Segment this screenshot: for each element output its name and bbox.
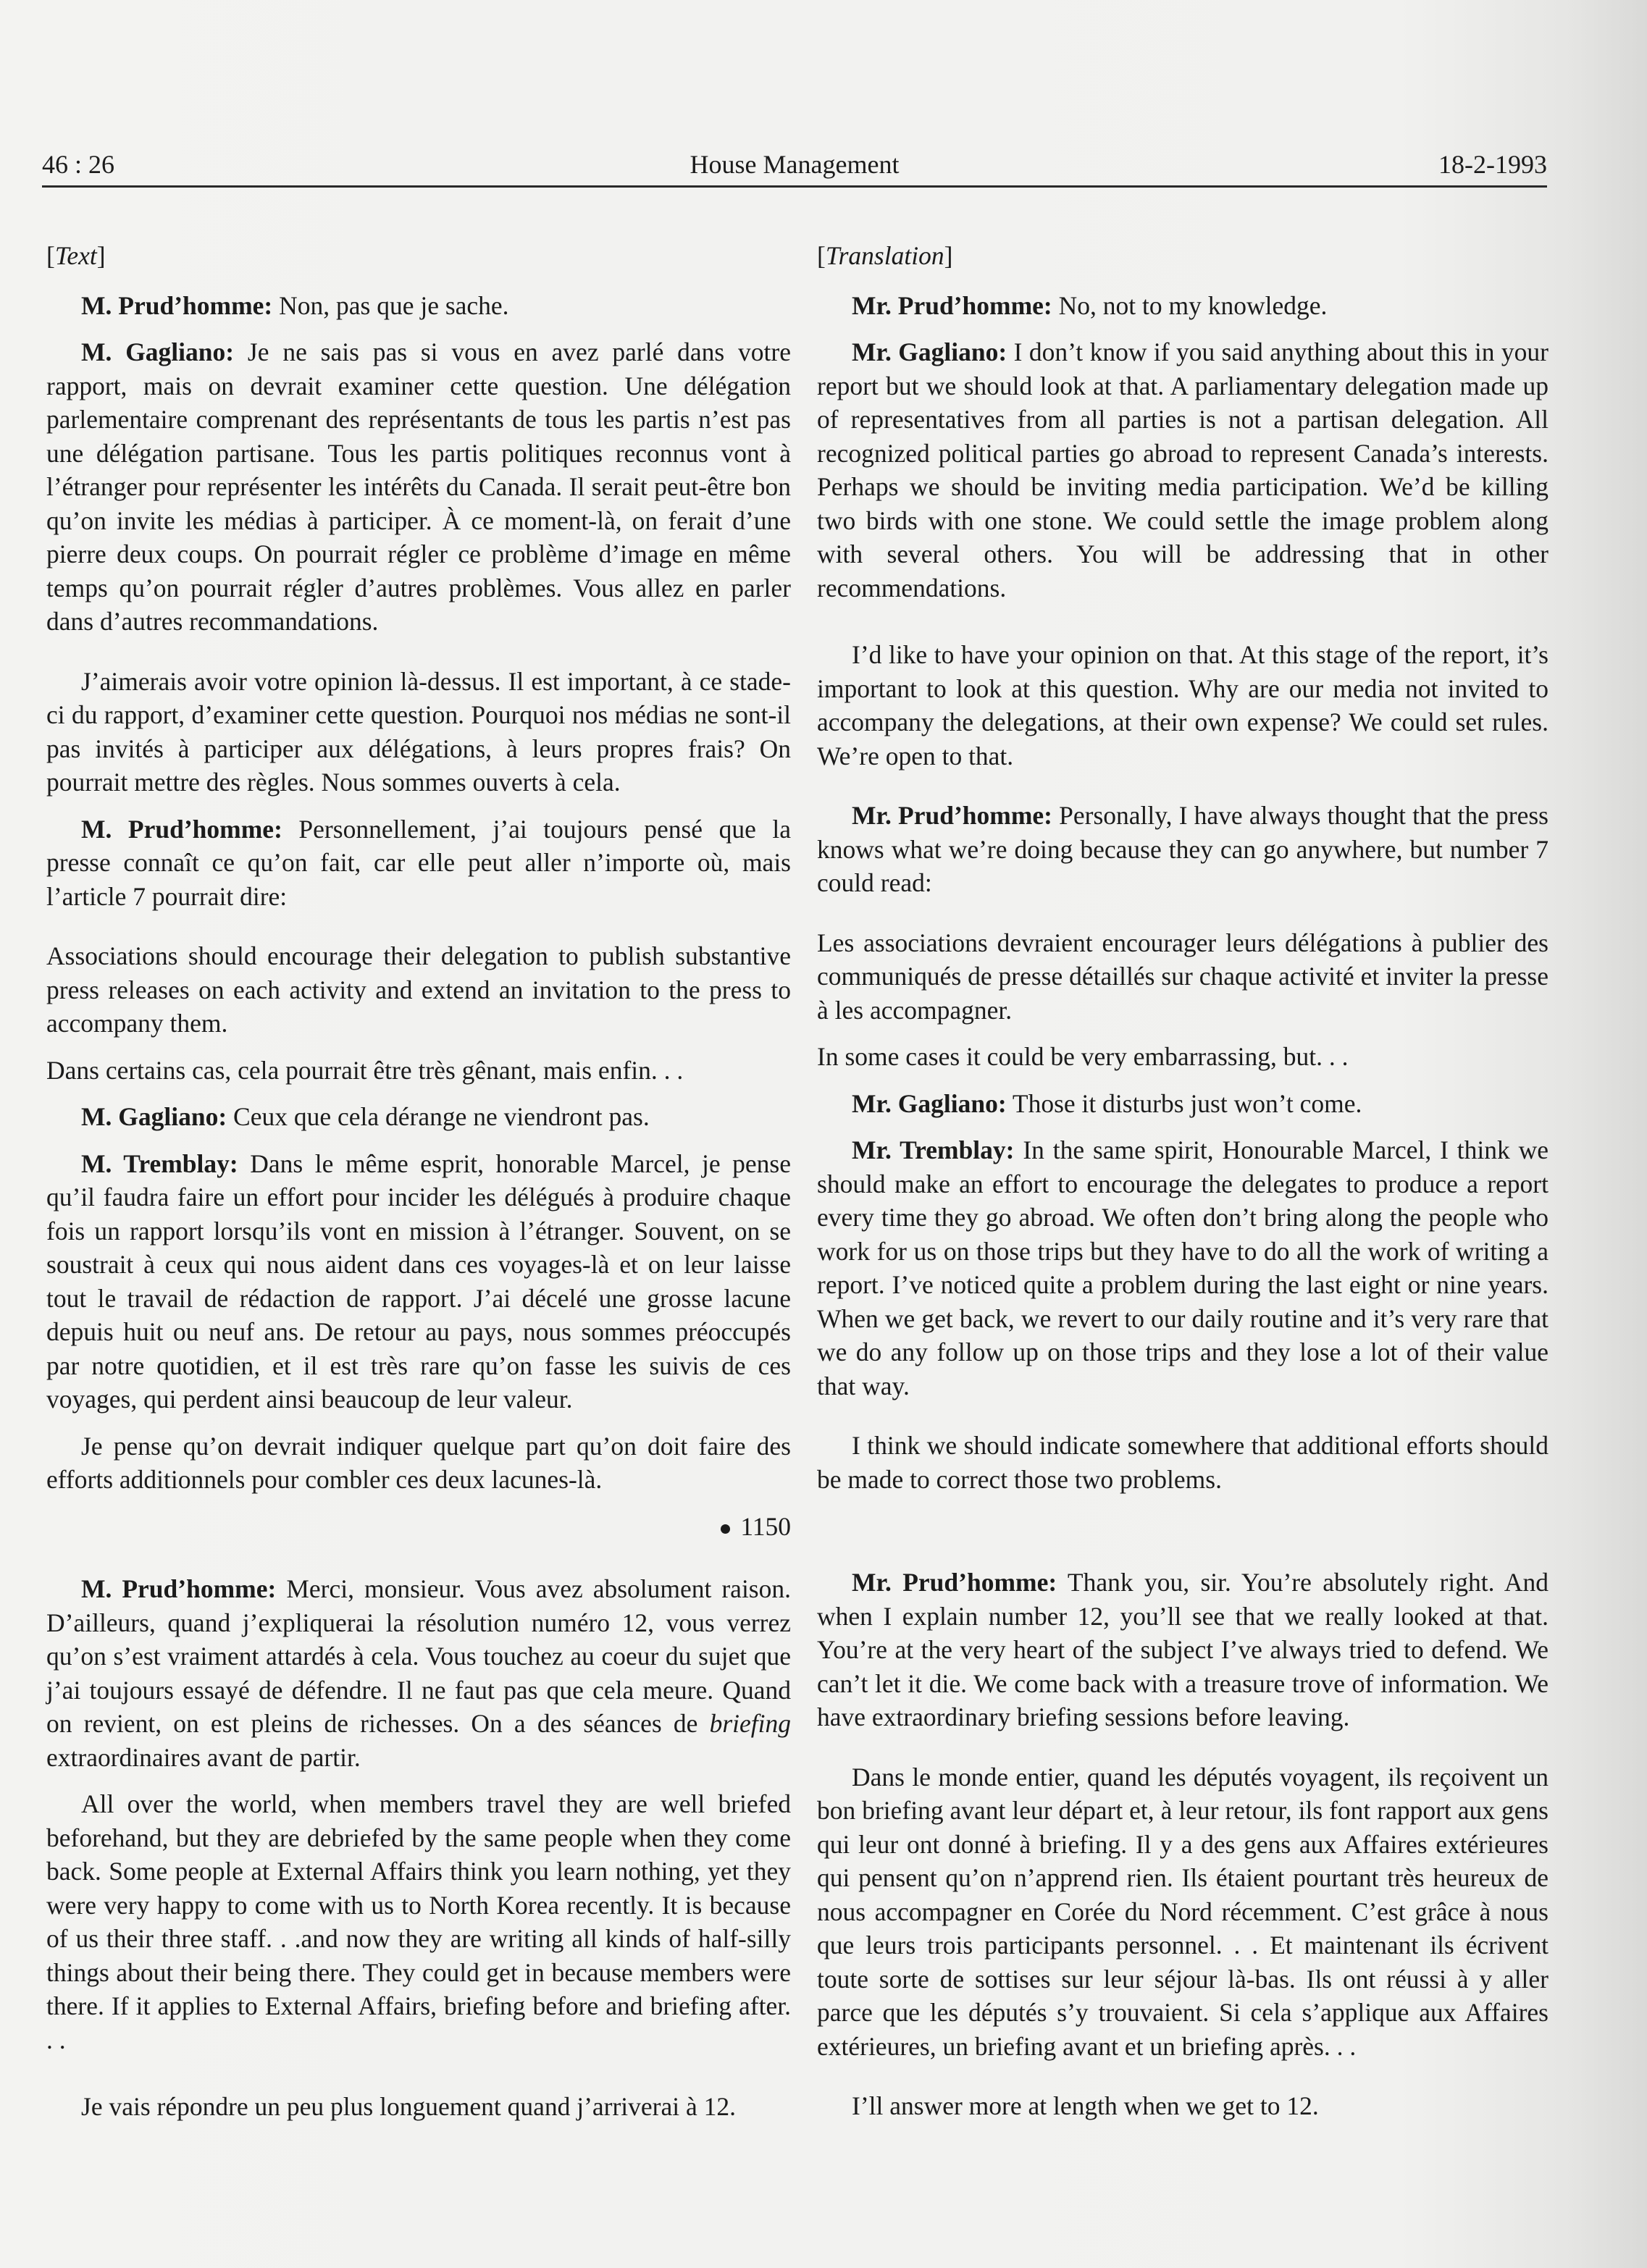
speaker-name: M. Prud’homme: <box>81 814 282 844</box>
speaker-name: Mr. Prud’homme: <box>852 1568 1057 1597</box>
translation-tag: [Translation] <box>817 241 953 270</box>
bullet-icon <box>721 1524 730 1534</box>
speaker-name: Mr. Gagliano: <box>852 337 1007 366</box>
speaker-name: Mr. Prud’homme: <box>852 290 1052 320</box>
speaker-name: M. Tremblay: <box>81 1148 238 1178</box>
left-column <box>46 239 791 2137</box>
time-marker: 1150 <box>46 1510 791 1544</box>
quoted-recommendation: Les associations devraient encourager leurs délégations à publier des communiqués de presse détaillés sur chaque activité et inviter la presse à les accompagner. <box>817 928 1548 1025</box>
speaker-name: Mr. Gagliano: <box>852 1088 1007 1118</box>
paragraph: Je vais répondre un peu plus longuement quand j’arriverai à 12. <box>81 2092 736 2121</box>
paragraph: M. Prud’homme: Non, pas que je sache. <box>81 290 509 320</box>
paragraph: In some cases it could be very embarrassing, but. . . <box>817 1042 1349 1071</box>
speaker-name: Mr. Tremblay: <box>852 1135 1015 1164</box>
paragraph: I think we should indicate somewhere that additional efforts should be made to correct those two problems. <box>817 1431 1548 1494</box>
paragraph: M. Prud’homme: Personnellement, j’ai toujours pensé que la presse connaît ce qu’on fait, car elle peut aller n’importe où, mais l’article 7 pourrait dire: <box>46 814 791 911</box>
paragraph: J’aimerais avoir votre opinion là-dessus. Il est important, à ce stade-ci du rapport, d’examiner cette question. Pourquoi nos médias ne sont-il pas invités à participer aux délégations, à leurs propres frais? On pourrait mettre des règles. Nous sommes ouverts à cela. <box>46 666 791 797</box>
paragraph: Mr. Gagliano: Those it disturbs just won’t come. <box>852 1088 1362 1118</box>
quoted-recommendation: Associations should encourage their delegation to publish substantive press releases on each activity and extend an invitation to the press to accompany them. <box>46 941 791 1038</box>
speaker-name: M. Prud’homme: <box>81 1574 277 1603</box>
page-header <box>42 149 1547 188</box>
page-date: 18-2-1993 <box>1438 150 1547 179</box>
text-tag: [Text] <box>46 241 106 270</box>
paragraph: Mr. Gagliano: I don’t know if you said anything about this in your report but we should look at that. A parliamentary delegation made up of representatives from all parties is not a partisan delegation. All recognized political parties go abroad to represent Canada’s interests. Perhaps we should be inviting media participation. We’d be killing two birds with one stone. We could settle the image problem along with several others. You will be addressing that in other recommendations. <box>817 337 1548 602</box>
paragraph: M. Prud’homme: Merci, monsieur. Vous avez absolument raison. D’ailleurs, quand j’expliquerai la résolution numéro 12, vous verrez qu’on s’est vraiment attardés à cela. Vous touchez au coeur du sujet que j’ai toujours essayé de défendre. Il ne faut pas que cela meure. Quand on revient, on est pleins de richesses. On a des séances de briefing extraordinaires avant de partir. <box>46 1574 791 1772</box>
right-column <box>817 239 1548 2136</box>
paragraph: Je pense qu’on devrait indiquer quelque part qu’on doit faire des efforts additionnels pour combler ces deux lacunes-là. <box>46 1431 791 1494</box>
paragraph: I’d like to have your opinion on that. At this stage of the report, it’s important to look at this question. Why are our media not invited to accompany the delegations, at their own expense? We could set rules. We’re open to that. <box>817 640 1548 770</box>
paragraph: All over the world, when members travel they are well briefed beforehand, but they are debriefed by the same people when they come back. Some people at External Affairs think you learn nothing, yet they were very happy to come with us to North Korea recently. It is because of us their three staff. . .and now they are writing all kinds of half-silly things about their being there. They could get in because members were there. If it applies to External Affairs, briefing before and briefing after. . . <box>46 1789 791 2054</box>
page-title: House Management <box>690 150 900 179</box>
paragraph: I’ll answer more at length when we get to 12. <box>852 2091 1319 2120</box>
paragraph: Dans le monde entier, quand les députés voyagent, ils reçoivent un bon briefing avant leur départ et, à leur retour, ils font rapport aux gens qui leur ont donné à briefing. Il y a des gens aux Affaires extérieures qui pensent qu’on n’apprend rien. Ils étaient pourtant très heureux de nous accompagner en Corée du Nord récemment. C’est grâce à nous que leurs trois participants personnel. . . Et maintenant ils écrivent toute sorte de sottises sur leur séjour là-bas. Ils ont réussi à y aller parce que les députés s’y trouvaient. Si cela s’applique aux Affaires extérieures, un briefing avant et un briefing après. . . <box>817 1762 1548 2061</box>
paragraph: M. Gagliano: Ceux que cela dérange ne viendront pas. <box>81 1102 650 1131</box>
speaker-name: M. Prud’homme: <box>81 290 273 320</box>
paragraph: Mr. Prud’homme: Personally, I have always thought that the press knows what we’re doing because they can go anywhere, but number 7 could read: <box>817 801 1548 897</box>
speaker-name: Mr. Prud’homme: <box>852 801 1052 830</box>
speaker-name: M. Gagliano: <box>81 337 235 366</box>
speaker-name: M. Gagliano: <box>81 1102 227 1131</box>
paragraph: Mr. Tremblay: In the same spirit, Honourable Marcel, I think we should make an effort to encourage the delegates to produce a report every time they go abroad. We often don’t bring along the people who work for us on those trips but they have to do all the work of writing a report. I’ve noticed quite a problem during the last eight or nine years. When we get back, we revert to our daily routine and it’s very rare that we do any follow up on those trips and they lose a lot of their value that way. <box>817 1135 1548 1400</box>
paragraph: Mr. Prud’homme: Thank you, sir. You’re absolutely right. And when I explain number 12, you’ll see that we really looked at that. You’re at the very heart of the subject I’ve always tried to defend. We can’t let it die. We come back with a treasure trove of information. We have extraordinary briefing sessions before leaving. <box>817 1568 1548 1731</box>
paragraph: Mr. Prud’homme: No, not to my knowledge. <box>852 290 1328 320</box>
paragraph: M. Gagliano: Je ne sais pas si vous en avez parlé dans votre rapport, mais on devrait examiner cette question. Une délégation parlementaire comprenant des représentants de tous les partis n’est pas une délégation partisane. Tous les partis politiques reconnus vont à l’étranger pour représenter les intérêts du Canada. Il serait peut-être bon qu’on invite les médias à participer. À ce moment-là, on ferait d’une pierre deux coups. On pourrait régler ce problème d’image en même temps qu’on pourrait régler d’autres problèmes. Vous allez en parler dans d’autres recommandations. <box>46 337 791 636</box>
paragraph: M. Tremblay: Dans le même esprit, honorable Marcel, je pense qu’il faudra faire un effort pour incider les délégués à produire chaque fois un rapport lorsqu’ils vont en mission à l’étranger. Souvent, on se soustrait à ceux qui nous aident dans ces voyages-là et on leur laisse tout le travail de rédaction de rapport. J’ai décelé une grosse lacune depuis huit ou neuf ans. De retour au pays, nous sommes préoccupés par notre quotidien, et il est très rare qu’on fasse les suivis de ces voyages, qui perdent ainsi beaucoup de leur valeur. <box>46 1148 792 1414</box>
page-number: 46 : 26 <box>42 150 115 179</box>
paragraph: Dans certains cas, cela pourrait être très gênant, mais enfin. . . <box>46 1055 684 1085</box>
